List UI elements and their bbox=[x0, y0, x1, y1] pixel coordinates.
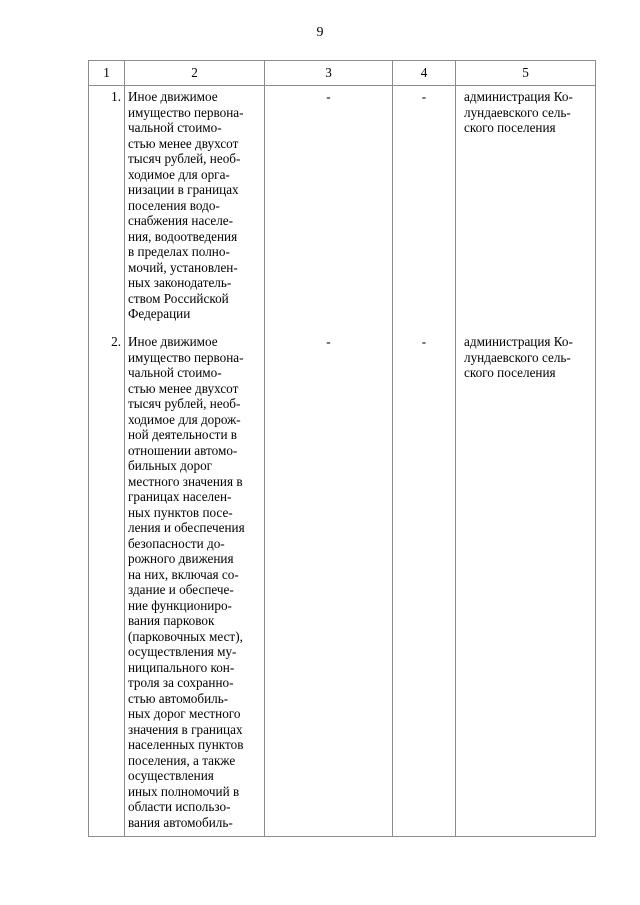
text-line: в пределах полно- bbox=[128, 244, 230, 259]
header-row bbox=[89, 61, 596, 86]
text-line: (парковочных мест), bbox=[128, 628, 243, 644]
text-line: ных пунктов посе- bbox=[128, 504, 233, 520]
text-line: чальной стоимо- bbox=[128, 365, 222, 380]
text-line: тысяч рублей, необ- bbox=[128, 151, 241, 166]
text-line: Иное движимое bbox=[128, 334, 218, 349]
text-line: Иное движимое bbox=[128, 89, 218, 104]
text-line: безопасности до- bbox=[128, 535, 225, 551]
row-number: 1. bbox=[89, 86, 125, 332]
text-line: ством Российской bbox=[128, 290, 229, 306]
text-line: ходимое для орга- bbox=[128, 166, 230, 182]
text-line: Федерации bbox=[128, 306, 191, 321]
text-line: стью менее двухсот bbox=[128, 135, 239, 151]
text-line: осуществления му- bbox=[128, 644, 237, 659]
column-4-value: - bbox=[393, 86, 456, 332]
text-line: поселения водо- bbox=[128, 197, 220, 213]
text-line: границах населен- bbox=[128, 489, 232, 504]
text-line: троля за сохранно- bbox=[128, 675, 234, 690]
text-line: вания автомобиль- bbox=[128, 814, 233, 830]
text-line: лундаевского сель- bbox=[464, 104, 571, 120]
text-line: чальной стоимо- bbox=[128, 120, 222, 135]
column-3-value: - bbox=[265, 86, 393, 332]
text-line: области использо- bbox=[128, 799, 231, 814]
text-line: администрация Ко- bbox=[464, 334, 573, 349]
text-line: ниципального кон- bbox=[128, 659, 235, 675]
property-description bbox=[125, 86, 265, 332]
text-line: ных законодатель- bbox=[128, 275, 232, 290]
text-line: низации в границах bbox=[128, 182, 239, 197]
page-number: 9 bbox=[316, 25, 324, 40]
text-line: на них, включая со- bbox=[128, 566, 239, 582]
column-3-value: - bbox=[265, 331, 393, 837]
text-line: населенных пунктов bbox=[128, 737, 244, 752]
text-line: значения в границах bbox=[128, 721, 243, 737]
text-line: ных дорог местного bbox=[128, 706, 241, 721]
text-line: ского поселения bbox=[464, 365, 556, 380]
text-line: лундаевского сель- bbox=[464, 349, 571, 365]
text-line: осуществления bbox=[128, 768, 214, 783]
owner-name bbox=[456, 331, 596, 837]
text-line: мочий, установлен- bbox=[128, 259, 238, 275]
column-4-value: - bbox=[393, 331, 456, 837]
text-line: имущество первона- bbox=[128, 349, 244, 365]
text-line: поселения, а также bbox=[128, 752, 236, 768]
property-table bbox=[88, 60, 596, 837]
table-row bbox=[89, 86, 596, 332]
text-line: вания парковок bbox=[128, 613, 215, 628]
text-line: бильных дорог bbox=[128, 458, 213, 473]
text-line: ходимое для дорож- bbox=[128, 411, 241, 427]
text-line: снабжения населе- bbox=[128, 213, 234, 228]
column-header-4: 4 bbox=[393, 61, 456, 86]
text-line: местного значения в bbox=[128, 473, 243, 489]
table-row bbox=[89, 331, 596, 837]
text-line: отношении автомо- bbox=[128, 442, 238, 458]
column-header-3: 3 bbox=[265, 61, 393, 86]
text-line: стью автомобиль- bbox=[128, 690, 229, 706]
text-line: рожного движения bbox=[128, 551, 234, 566]
column-header-5: 5 bbox=[456, 61, 596, 86]
text-line: ления и обеспечения bbox=[128, 520, 245, 535]
text-line: стью менее двухсот bbox=[128, 380, 239, 396]
text-line: имущество первона- bbox=[128, 104, 244, 120]
property-description bbox=[125, 331, 265, 837]
text-line: ние функциониро- bbox=[128, 597, 232, 613]
row-number: 2. bbox=[89, 331, 125, 837]
column-header-2: 2 bbox=[125, 61, 265, 86]
text-line: ского поселения bbox=[464, 120, 556, 135]
text-line: ния, водоотведения bbox=[128, 228, 238, 244]
column-header-1: 1 bbox=[89, 61, 125, 86]
text-line: тысяч рублей, необ- bbox=[128, 396, 241, 411]
text-line: администрация Ко- bbox=[464, 89, 573, 104]
owner-name bbox=[456, 86, 596, 332]
text-line: ной деятельности в bbox=[128, 427, 238, 442]
text-line: иных полномочий в bbox=[128, 783, 240, 799]
text-line: здание и обеспече- bbox=[128, 582, 234, 597]
